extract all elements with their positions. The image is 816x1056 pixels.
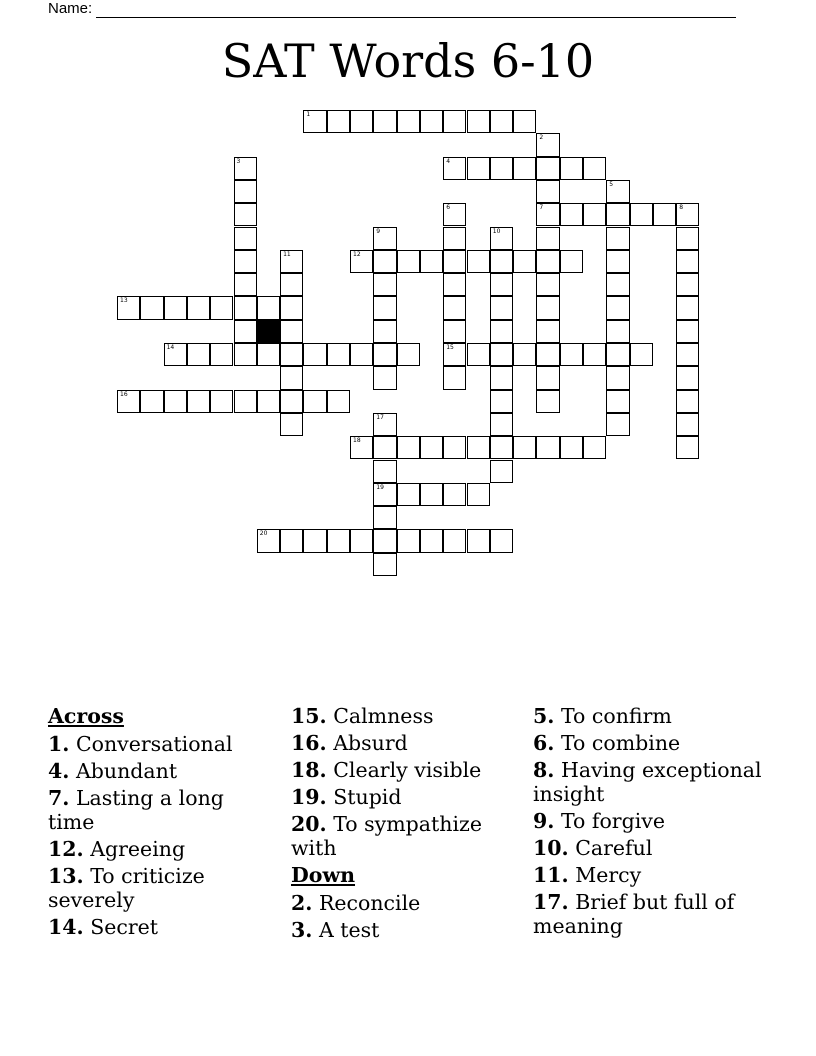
grid-cell[interactable] [373,296,396,319]
down-heading: Down [291,863,356,887]
grid-cell[interactable] [117,296,140,319]
grid-cell[interactable] [373,483,396,506]
grid-cell[interactable] [443,483,466,506]
grid-cell[interactable] [490,343,513,366]
grid-cell[interactable] [420,110,443,133]
clue-across-7: 7. Lasting a long time [48,786,224,834]
grid-cell[interactable] [210,343,233,366]
grid-cell[interactable] [513,343,536,366]
grid-cell[interactable] [373,506,396,529]
grid-cell[interactable] [234,250,257,273]
grid-cell[interactable] [397,529,420,552]
grid-cell[interactable] [490,413,513,436]
grid-cell[interactable] [467,110,490,133]
clue-down-2: 2. Reconcile [291,891,421,915]
grid-cell[interactable] [676,250,699,273]
grid-cell[interactable] [560,436,583,459]
page-title: SAT Words 6-10 [221,34,595,88]
grid-cell[interactable] [676,320,699,343]
grid-cell[interactable] [606,413,629,436]
grid-cell[interactable] [280,366,303,389]
grid-cell[interactable] [443,110,466,133]
grid-cell[interactable] [606,203,629,226]
grid-cell[interactable] [280,343,303,366]
clue-down-6: 6. To combine [533,731,681,755]
grid-cell[interactable] [676,436,699,459]
grid-cell[interactable] [303,110,326,133]
grid-cell[interactable] [140,296,163,319]
grid-cell[interactable] [513,436,536,459]
clue-down-10: 10. Careful [533,836,653,860]
cell-number: 10 [492,227,501,235]
grid-cell[interactable] [327,110,350,133]
grid-cell[interactable] [583,157,606,180]
grid-cell[interactable] [397,110,420,133]
grid-cell[interactable] [373,320,396,343]
grid-cell[interactable] [373,460,396,483]
grid-cell[interactable] [397,436,420,459]
grid-cell[interactable] [606,273,629,296]
grid-cell[interactable] [443,250,466,273]
clue-across-1: 1. Conversational [48,732,233,756]
grid-cell[interactable] [467,250,490,273]
cell-number: 15 [446,344,454,351]
grid-cell[interactable] [350,110,373,133]
grid-cell[interactable] [676,273,699,296]
grid-cell[interactable] [560,157,583,180]
grid-cell[interactable] [536,203,559,226]
grid-cell[interactable] [536,436,559,459]
grid-cell[interactable] [420,529,443,552]
grid-cell[interactable] [536,320,559,343]
grid-cell[interactable] [676,413,699,436]
grid-cell[interactable] [373,413,396,436]
clue-across-19: 19. Stupid [291,785,402,809]
grid-cell[interactable] [490,460,513,483]
grid-cell[interactable] [490,157,513,180]
grid-cell[interactable] [373,529,396,552]
grid-cell[interactable] [606,296,629,319]
cell-number: 2 [539,134,544,142]
cell-number: 1 [306,111,311,118]
cell-number: 20 [259,530,268,538]
clue-across-13: 13. To criticize severely [48,864,205,912]
grid-cell[interactable] [350,529,373,552]
across-heading: Across [48,704,124,728]
clue-down-17: 17. Brief but full of meaning [533,890,735,938]
grid-cell[interactable] [443,273,466,296]
grid-cell[interactable] [303,343,326,366]
clue-down-8: 8. Having exceptional insight [533,758,762,806]
grid-cell[interactable] [443,320,466,343]
grid-cell[interactable] [513,110,536,133]
grid-cell[interactable] [420,250,443,273]
grid-cell[interactable] [490,366,513,389]
grid-cell[interactable] [234,180,257,203]
grid-cell[interactable] [373,273,396,296]
grid-cell[interactable] [583,343,606,366]
grid-cell[interactable] [676,343,699,366]
grid-cell[interactable] [630,203,653,226]
cell-number: 12 [353,250,361,258]
clue-across-12: 12. Agreeing [48,837,186,861]
grid-cell[interactable] [443,529,466,552]
grid-cell[interactable] [443,436,466,459]
grid-cell[interactable] [327,390,350,413]
grid-cell[interactable] [397,250,420,273]
cell-number: 11 [283,250,291,258]
grid-cell[interactable] [257,296,280,319]
grid-cell[interactable] [536,250,559,273]
grid-cell[interactable] [280,390,303,413]
grid-cell[interactable] [467,157,490,180]
grid-cell[interactable] [373,436,396,459]
grid-cell[interactable] [234,157,257,180]
clue-column-3 [533,704,763,941]
cell-number: 3 [236,157,241,165]
grid-cell[interactable] [467,483,490,506]
grid-cell[interactable] [234,343,257,366]
clue-across-14: 14. Secret [48,915,159,939]
cell-number: 9 [376,227,381,235]
grid-cell[interactable] [234,320,257,343]
grid-cell[interactable] [397,343,420,366]
grid-cell[interactable] [676,227,699,250]
grid-cell[interactable] [373,227,396,250]
grid-cell[interactable] [560,203,583,226]
clue-across-15: 15. Calmness [291,704,434,728]
grid-cell[interactable] [676,390,699,413]
grid-cell[interactable] [303,529,326,552]
clue-across-16: 16. Absurd [291,731,408,755]
grid-cell[interactable] [606,227,629,250]
grid-cell[interactable] [536,273,559,296]
grid-cell[interactable] [676,203,699,226]
grid-cell[interactable] [280,273,303,296]
grid-cell[interactable] [536,133,559,156]
grid-cell[interactable] [187,296,210,319]
grid-cell[interactable] [373,553,396,576]
grid-cell[interactable] [234,203,257,226]
grid-cell[interactable] [140,390,163,413]
grid-cell[interactable] [397,483,420,506]
grid-cell[interactable] [187,390,210,413]
grid-cell[interactable] [583,203,606,226]
grid-cell[interactable] [536,390,559,413]
grid-cell[interactable] [350,343,373,366]
grid-cell[interactable] [490,390,513,413]
grid-cell[interactable] [420,436,443,459]
cell-number: 5 [609,180,614,188]
cell-number: 7 [539,204,544,212]
clue-column-2 [291,704,506,945]
grid-cell[interactable] [443,157,466,180]
grid-cell[interactable] [513,250,536,273]
clue-down-5: 5. To confirm [533,704,672,728]
grid-cell[interactable] [536,343,559,366]
grid-cell[interactable] [420,483,443,506]
grid-cell[interactable] [210,390,233,413]
cell-number: 13 [120,297,128,305]
cell-number: 18 [353,437,361,445]
cell-number: 19 [376,483,384,491]
grid-cell[interactable] [280,413,303,436]
grid-cell[interactable] [536,157,559,180]
grid-cell[interactable] [653,203,676,226]
clue-down-9: 9. To forgive [533,809,665,833]
grid-cell[interactable] [443,227,466,250]
grid-cell[interactable] [280,529,303,552]
grid-cell[interactable] [490,320,513,343]
grid-cell[interactable] [606,390,629,413]
grid-cell[interactable] [187,343,210,366]
grid-cell[interactable] [443,366,466,389]
clue-across-20: 20. To sympathize with [291,812,482,860]
grid-cell[interactable] [490,110,513,133]
grid-block-cell [257,320,280,343]
cell-number: 4 [446,157,451,165]
grid-cell[interactable] [467,343,490,366]
grid-cell[interactable] [234,227,257,250]
grid-cell[interactable] [560,343,583,366]
grid-cell[interactable] [210,296,233,319]
grid-cell[interactable] [257,390,280,413]
clue-across-4: 4. Abundant [48,759,178,783]
clue-column-1 [48,702,248,942]
grid-cell[interactable] [606,180,629,203]
cell-number: 8 [679,204,684,212]
grid-cell[interactable] [676,366,699,389]
grid-cell[interactable] [350,250,373,273]
grid-cell[interactable] [490,227,513,250]
grid-cell[interactable] [303,390,326,413]
grid-cell[interactable] [606,320,629,343]
grid-cell[interactable] [443,296,466,319]
grid-cell[interactable] [234,273,257,296]
grid-cell[interactable] [490,529,513,552]
grid-cell[interactable] [490,296,513,319]
grid-cell[interactable] [373,343,396,366]
cell-number: 17 [376,413,384,421]
grid-cell[interactable] [583,436,606,459]
cell-number: 14 [166,344,175,351]
grid-cell[interactable] [234,390,257,413]
clue-down-11: 11. Mercy [533,863,642,887]
grid-cell[interactable] [280,250,303,273]
grid-cell[interactable] [443,343,466,366]
grid-cell[interactable] [630,343,653,366]
grid-cell[interactable] [513,157,536,180]
grid-cell[interactable] [536,366,559,389]
grid-cell[interactable] [490,436,513,459]
grid-cell[interactable] [234,296,257,319]
grid-cell[interactable] [280,296,303,319]
grid-cell[interactable] [490,250,513,273]
grid-cell[interactable] [467,436,490,459]
grid-cell[interactable] [467,529,490,552]
grid-cell[interactable] [350,436,373,459]
cell-number: 16 [120,390,128,398]
grid-cell[interactable] [373,110,396,133]
name-label: Name: [48,0,93,17]
grid-cell[interactable] [676,296,699,319]
grid-cell[interactable] [536,227,559,250]
grid-cell[interactable] [164,390,187,413]
grid-cell[interactable] [373,366,396,389]
grid-cell[interactable] [117,390,140,413]
grid-cell[interactable] [560,250,583,273]
cell-number: 6 [446,204,451,212]
grid-cell[interactable] [606,366,629,389]
grid-cell[interactable] [536,180,559,203]
grid-cell[interactable] [327,529,350,552]
grid-cell[interactable] [606,250,629,273]
grid-cell[interactable] [164,343,187,366]
grid-cell[interactable] [327,343,350,366]
grid-cell[interactable] [373,250,396,273]
grid-cell[interactable] [536,296,559,319]
grid-cell[interactable] [257,529,280,552]
grid-cell[interactable] [257,343,280,366]
grid-cell[interactable] [280,320,303,343]
clue-across-18: 18. Clearly visible [291,758,482,782]
grid-cell[interactable] [164,296,187,319]
grid-cell[interactable] [443,203,466,226]
grid-cell[interactable] [606,343,629,366]
clue-down-3: 3. A test [291,918,380,942]
grid-cell[interactable] [490,273,513,296]
